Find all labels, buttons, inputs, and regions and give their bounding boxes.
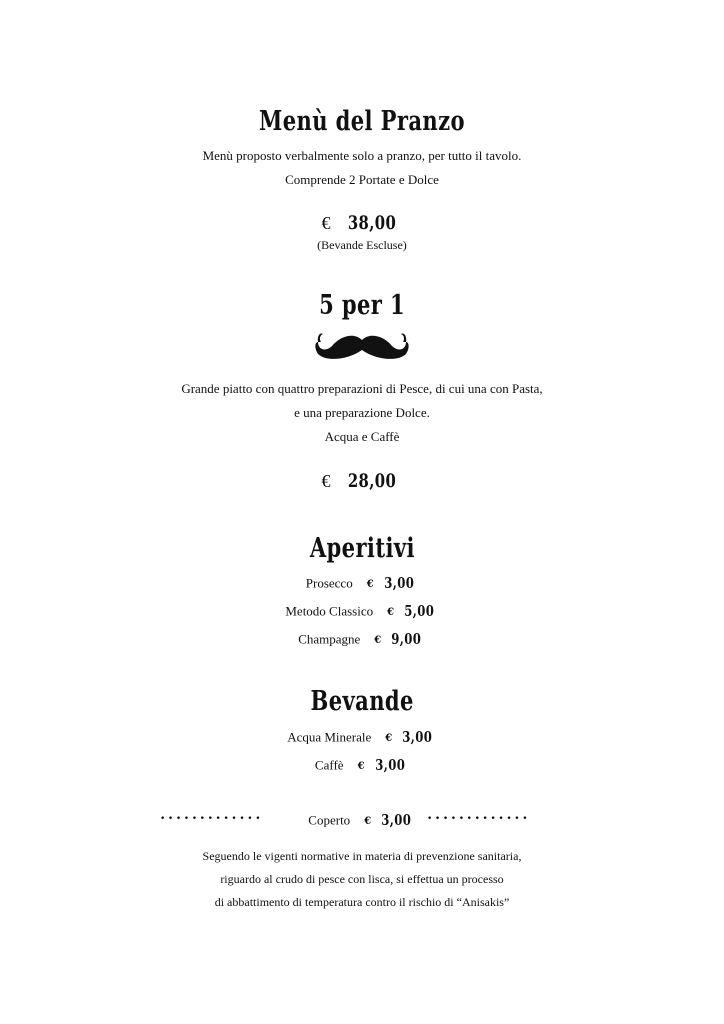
menu-item-currency: € (374, 635, 382, 646)
footer-line-2: riguardo al crudo di pesce con lisca, si effettua un processo (220, 872, 504, 886)
menu-item-currency: € (387, 607, 395, 618)
menu-item-price: 5,00 (404, 602, 435, 621)
lunch-line-1: Menù proposto verbalmente solo a pranzo, per tutto il tavolo. (202, 148, 522, 163)
menu-item-currency: € (366, 579, 374, 590)
menu-item (0, 756, 724, 774)
five-title: 5 per 1 (319, 290, 405, 321)
dotted-divider-right: ············· (427, 810, 531, 827)
coperto-currency: € (364, 816, 372, 827)
menu-item-currency: € (385, 733, 393, 744)
coperto-label: Coperto (308, 812, 351, 828)
five-currency: € (321, 471, 331, 491)
menu-item (0, 602, 724, 620)
five-price (0, 470, 724, 492)
menu-item-price: 3,00 (374, 756, 405, 775)
dotted-divider-left: ············· (160, 810, 264, 827)
footer-line-1: Seguendo le vigenti normative in materia di prevenzione sanitaria, (202, 849, 522, 863)
menu-item-price: 9,00 (391, 630, 422, 649)
menu-item-name: Prosecco (305, 575, 353, 591)
mustache-icon (314, 330, 410, 362)
lunch-note: (Bevande Escluse) (317, 238, 407, 252)
lunch-price (0, 212, 724, 234)
menu-item (0, 574, 724, 592)
footer-line-3: di abbattimento di temperatura contro il rischio di “Anisakis” (214, 895, 510, 909)
menu-item-name: Acqua Minerale (287, 729, 372, 745)
five-price-value: 28,00 (347, 470, 396, 492)
menu-item (0, 630, 724, 648)
coperto-row (0, 811, 724, 829)
menu-item-name: Caffè (314, 757, 344, 773)
aperitivi-title: Aperitivi (309, 533, 415, 564)
lunch-line-2: Comprende 2 Portate e Dolce (285, 172, 439, 187)
menu-item-currency: € (357, 761, 365, 772)
bevande-title-wrap (0, 686, 724, 717)
bevande-title: Bevande (310, 686, 414, 717)
five-line-2: e una preparazione Dolce. (294, 405, 430, 420)
menu-item-price: 3,00 (383, 574, 414, 593)
five-line-3: Acqua e Caffè (324, 429, 400, 444)
lunch-title: Menù del Pranzo (259, 106, 465, 137)
menu-item-name: Metodo Classico (285, 603, 374, 619)
menu-item (0, 728, 724, 746)
five-title-wrap (0, 290, 724, 321)
menu-item-price: 3,00 (402, 728, 433, 747)
coperto-price: 3,00 (381, 811, 412, 830)
menu-item-name: Champagne (298, 631, 361, 647)
five-line-1: Grande piatto con quattro preparazioni di Pesce, di cui una con Pasta, (181, 381, 543, 396)
lunch-title-wrap (0, 106, 724, 137)
mustache-wrap (0, 330, 724, 367)
lunch-price-value: 38,00 (347, 212, 396, 234)
lunch-currency: € (321, 213, 331, 233)
aperitivi-title-wrap (0, 533, 724, 564)
